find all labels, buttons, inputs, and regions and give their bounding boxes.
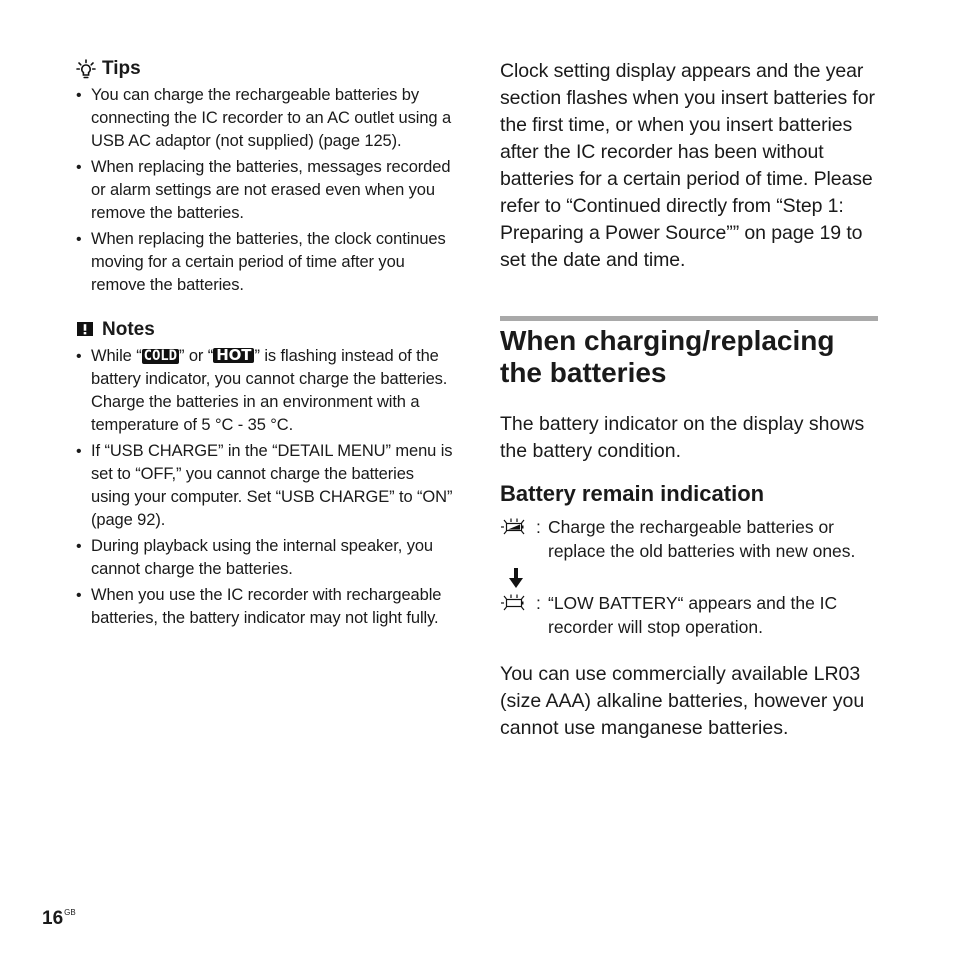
notes-list	[76, 345, 456, 630]
notes-heading	[76, 319, 456, 341]
tip-item: • When replacing the batteries, messages recorded or alarm settings are not erased even when you remove the batteries.	[76, 156, 456, 225]
section-description: The battery indicator on the display shows the battery condition.	[500, 413, 865, 462]
note-warning-icon	[76, 320, 96, 340]
indication-text: Charge the rechargeable batteries or replace the old batteries with new ones.	[548, 517, 856, 561]
tip-item: • When replacing the batteries, the clock continues moving for a certain period of time after you remove the batteries.	[76, 228, 456, 297]
subsection-title: Battery remain indication	[500, 481, 765, 506]
tips-list	[76, 84, 456, 297]
indication-row-low	[500, 515, 880, 563]
page-number-suffix: GB	[64, 908, 76, 917]
indication-text: “LOW BATTERY“ appears and the IC recorder will stop operation.	[548, 593, 838, 637]
note-item: • During playback using the internal speaker, you cannot charge the batteries.	[76, 535, 456, 581]
cold-badge: COLD	[143, 348, 177, 364]
note-text: ” is flashing instead of the battery indicator, you cannot charge the batteries. Charge the batteries in an environment with a temperature of 5 °C - 35 °C.	[91, 347, 448, 434]
note-item: • If “USB CHARGE” in the “DETAIL MENU” menu is set to “OFF,” you cannot charge the batteries using your computer. Set “USB CHARGE” to “ON” (page 92).	[76, 440, 456, 532]
notes-title: Notes	[102, 319, 155, 340]
battery-low-flashing-icon	[500, 515, 536, 563]
hot-badge: HOT	[213, 348, 254, 363]
note-item: • When you use the IC recorder with rechargeable batteries, the battery indicator may not light fully.	[76, 584, 456, 630]
left-column	[76, 58, 456, 633]
note-text: While “	[91, 347, 142, 365]
lightbulb-icon	[76, 59, 96, 79]
page-number	[42, 908, 76, 930]
section-rule	[500, 316, 878, 321]
intro-paragraph: Clock setting display appears and the year section flashes when you insert batteries for the first time, or when you insert batteries after the IC recorder has been without batteries for a certain period of time. Please refer to “Continued directly from “Step 1: Preparing a Power Source”” on page 19 to set the date and time.	[500, 60, 875, 271]
tip-item: • You can charge the rechargeable batteries by connecting the IC recorder to an AC outlet using a USB AC adaptor (not supplied) (page 125).	[76, 84, 456, 153]
indication-colon: :	[536, 593, 541, 613]
indication-colon: :	[536, 517, 541, 537]
section-title: When charging/replacing the batteries	[500, 325, 835, 388]
note-text: ” or “	[178, 347, 214, 365]
tips-heading	[76, 58, 456, 80]
indication-row-empty	[500, 591, 880, 639]
right-column	[500, 58, 880, 742]
final-paragraph: You can use commercially available LR03 (size AAA) alkaline batteries, however you cannot use manganese batteries.	[500, 663, 865, 739]
arrow-down-icon	[508, 567, 524, 589]
battery-empty-flashing-icon	[500, 591, 536, 639]
page-number-value: 16	[42, 908, 64, 929]
tips-title: Tips	[102, 58, 141, 79]
note-item	[76, 345, 456, 437]
